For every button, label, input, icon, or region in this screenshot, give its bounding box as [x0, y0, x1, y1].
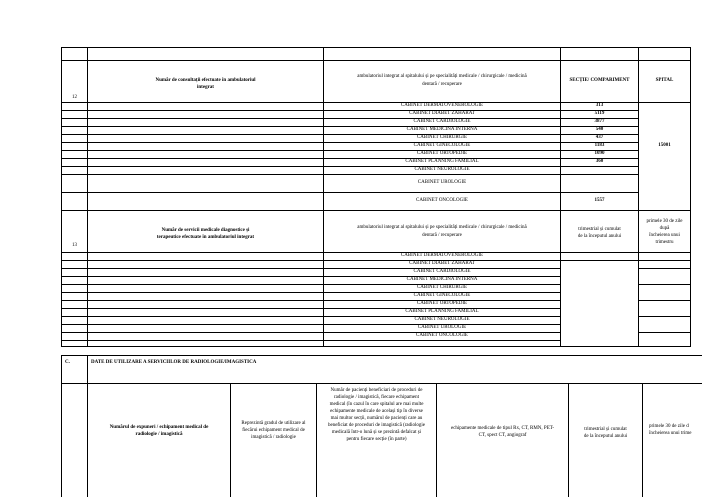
section13-deadline-line3: încheierea unui [649, 233, 680, 238]
section13-desc-line1: ambulatoriul integrat al spitalului și pe specialități medicale / chirurgicale / medicină [357, 225, 527, 230]
table-cell-value: 3877 [594, 119, 605, 124]
section13-deadline-line1: primele 30 de zile [646, 219, 683, 224]
table-row: CABINET DERMATOVENEROLOGIE [400, 103, 484, 108]
method-line: pentru fiecare secție (în parte) [346, 437, 407, 442]
table-row: CABINET UROLOGIE [417, 180, 467, 185]
method-line: radiologie / imagistică, fiecare echipament [333, 395, 420, 400]
section13-period-line2: de la începutul anului [577, 234, 622, 239]
method-line: beneficiat de proceduri de imagistică (radiologie [327, 423, 426, 428]
section13-desc-line2: dentară / recuperare [422, 233, 462, 238]
section-c-title: DATE DE UTILIZARE A SERVICIILOR DE RADIOLOGIE/IMAGISTICA [91, 360, 257, 365]
table-row: CABINET DIABET ZAHARAT [409, 111, 475, 116]
section-c-deadline-line2: încheierea unui trime [649, 431, 692, 436]
method-line: echipamente medicale de același tip în diverse [330, 409, 423, 414]
section-c-period-line2: de la începutul anului [583, 434, 628, 439]
table-row: CABINET ONCOLOGIE [416, 333, 468, 338]
table-cell-value: 360 [595, 159, 604, 164]
section13-period-line1: trimestrial și cumulat [578, 227, 621, 232]
table-cell-value: 437 [595, 135, 604, 140]
table-row: CABINET NEUROLOGIE [414, 167, 470, 172]
table-row: CABINET CARDIOLOGIE [413, 269, 471, 274]
method-line: mai multor secții, numărul de pacienți care au [330, 416, 423, 421]
row-number-13: 13 [72, 243, 77, 248]
table-cell-value: 540 [595, 127, 604, 132]
table-cell-value: 313 [595, 103, 604, 108]
table-row: CABINET MEDICINA INTERNA [406, 127, 478, 132]
table-row: CABINET MEDICINA INTERNA [406, 277, 478, 282]
table-row: CABINET CHIRURGIE [416, 285, 468, 290]
section13-title-line2: terapeutice efectuate în ambulatoriul integrat [156, 235, 255, 240]
table-cell-value: 5119 [594, 111, 605, 116]
section12-title-line1: Număr de consultații efectuate în ambulatoriul [155, 78, 256, 83]
section12-desc-line1: ambulatoriul integrat al spitalului și pe specialități medicale / chirurgicale / medicină [357, 74, 527, 79]
section-c-period-line1: trimestrial și cumulat [584, 427, 627, 432]
indicator-line2: radiologie / imagistică [135, 432, 183, 437]
represents-line1: Reprezintă gradul de utilizare al [241, 421, 306, 426]
section-c-letter: C. [65, 360, 70, 365]
indicator-line1: Numărul de expuneri / echipament medical de [109, 425, 209, 430]
method-line: medical (în cazul în care spitalul are mai multe [329, 402, 424, 407]
represents-line2: fiecărui echipament medical de [242, 428, 305, 433]
represents-line3: imagistică / radiologie [251, 435, 296, 440]
section12-desc-line2: dentară / recuperare [422, 82, 462, 87]
table-cell-value: 1557 [594, 198, 605, 203]
table-row: CABINET ORTOPEDIE [416, 151, 468, 156]
method-line: Număr de pacienți beneficiari de proceduri de [330, 388, 423, 393]
equipment-line2: CT, spect CT, angiograf [478, 433, 527, 438]
method-line: medicală într-o lună și se prezintă defalcat și [331, 430, 422, 435]
table-row: CABINET DERMATOVENEROLOGIE [400, 253, 484, 258]
table-row: CABINET UROLOGIE [417, 325, 467, 330]
table-row: CABINET PLANNING FAMILIAL [405, 159, 479, 164]
equipment-line1: echipamente medicale de tipul Rx, CT, RMN, PET- [450, 426, 555, 431]
table-row: CABINET CARDIOLOGIE [413, 119, 471, 124]
row-number-12: 12 [72, 95, 77, 100]
column-header-section: SECȚIE/ COMPARIMENT [569, 78, 630, 83]
section12-title-line2: integrat [197, 85, 214, 90]
section13-deadline-line4: trimestru [655, 240, 674, 245]
column-header-hospital: SPITAL [655, 78, 674, 83]
table-row: CABINET DIABET ZAHARAT [409, 261, 475, 266]
table-cell-value: 1090 [594, 151, 605, 156]
section13-title-line1: Număr de servicii medicale diagnostice și [161, 228, 250, 233]
table-cell-value: 1183 [594, 143, 605, 148]
table-row: CABINET GINECOLOGIE [413, 293, 471, 298]
table-row: CABINET PLANNING FAMILIAL [405, 309, 479, 314]
table-row: CABINET GINECOLOGIE [413, 143, 471, 148]
table-row: CABINET ONCOLOGIE [416, 198, 468, 203]
table-row: CABINET NEUROLOGIE [414, 317, 470, 322]
section13-deadline-line2: după [659, 226, 670, 231]
table-row: CABINET ORTOPEDIE [416, 301, 468, 306]
section-c-deadline-line1: primele 30 de zile d [649, 424, 689, 429]
hospital-total: 15001 [658, 143, 671, 148]
table-row: CABINET CHIRURGIE [416, 135, 468, 140]
